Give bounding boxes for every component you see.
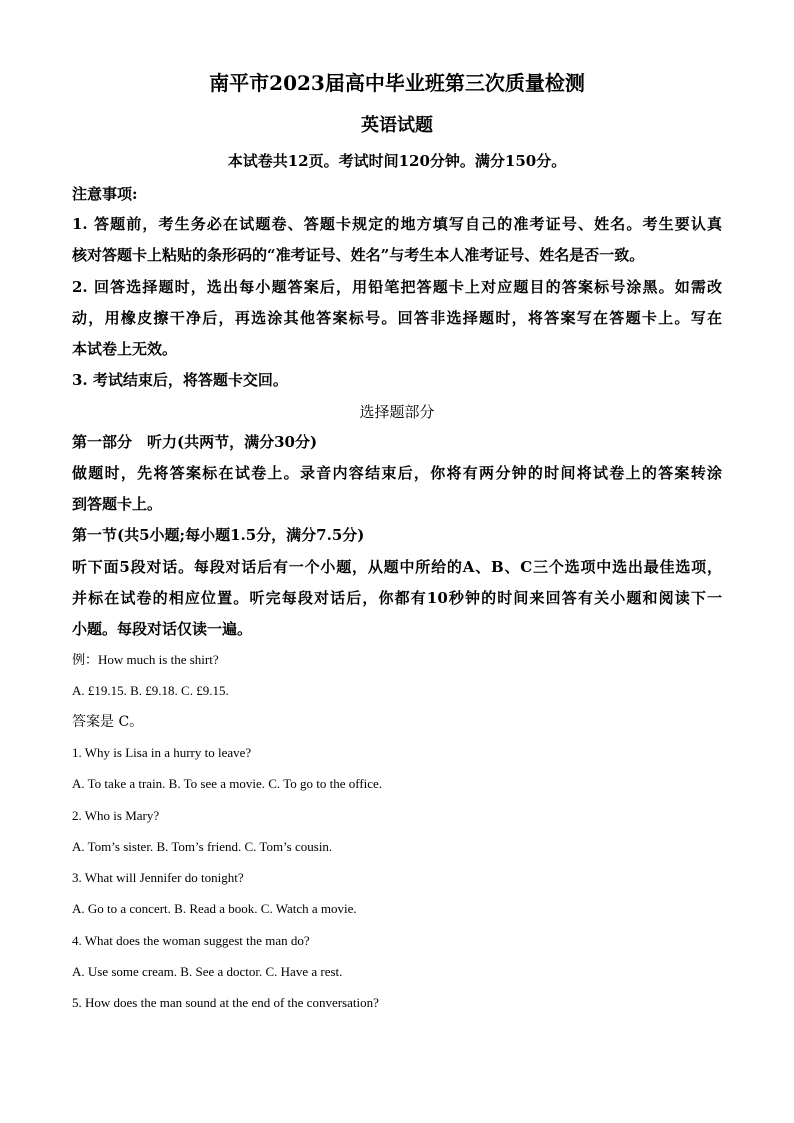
question-1-options: A. To take a train. B. To see a movie. C. To go to the office. [72, 776, 383, 791]
question-2: 2. Who is Mary? [72, 808, 160, 823]
part-1-instructions-line-1: 做题时，先将答案标在试卷上。录音内容结束后，你将有两分钟的时间将试卷上的答案转涂 [72, 464, 722, 482]
subsection-1-heading: 第一节(共5小题;每小题1.5分，满分7.5分) [72, 526, 365, 544]
notice-item-2-line-3: 本试卷上无效。 [72, 340, 178, 358]
subsection-1-instructions-line-1: 听下面5段对话。每段对话后有一个小题，从题中所给的A、B、C三个选项中选出最佳选项， [72, 558, 722, 576]
notice-heading: 注意事项: [72, 185, 138, 203]
notice-item-1-line-2: 核对答题卡上粘贴的条形码的“准考证号、姓名”与考生本人准考证号、姓名是否一致。 [72, 246, 645, 264]
notice-item-2-line-1: 2. 回答选择题时，选出每小题答案后，用铅笔把答题卡上对应题目的答案标号涂黑。如需改 [72, 278, 722, 296]
subsection-1-instructions-line-2: 并标在试卷的相应位置。听完每段对话后，你都有10秒钟的时间来回答有关小题和阅读下一 [72, 589, 722, 607]
exam-subject: 英语试题 [361, 115, 433, 136]
notice-item-2-line-2: 动，用橡皮擦干净后，再选涂其他答案标号。回答非选择题时，将答案写在答题卡上。写在 [72, 309, 722, 327]
question-4-options: A. Use some cream. B. See a doctor. C. Have a rest. [72, 964, 343, 979]
exam-title: 南平市2023届高中毕业班第三次质量检测 [209, 71, 585, 95]
example-answer: 答案是 C。 [72, 714, 144, 730]
notice-item-1-line-1: 1. 答题前，考生务必在试题卷、答题卡规定的地方填写自己的准考证号、姓名。考生要认真 [72, 215, 722, 233]
exam-info: 本试卷共12页。考试时间120分钟。满分150分。 [227, 152, 567, 170]
example-question: 例：How much is the shirt? [72, 652, 219, 667]
part-1-heading: 第一部分 听力(共两节，满分30分) [72, 433, 318, 451]
question-3: 3. What will Jennifer do tonight? [72, 870, 244, 885]
subsection-1-instructions-line-3: 小题。每段对话仅读一遍。 [72, 620, 253, 638]
question-1: 1. Why is Lisa in a hurry to leave? [72, 745, 252, 760]
section-title: 选择题部分 [359, 403, 435, 421]
question-3-options: A. Go to a concert. B. Read a book. C. Watch a movie. [72, 901, 357, 916]
part-1-instructions-line-2: 到答题卡上。 [72, 495, 163, 513]
question-5: 5. How does the man sound at the end of the conversation? [72, 995, 379, 1010]
question-2-options: A. Tom’s sister. B. Tom’s friend. C. Tom’s cousin. [72, 839, 333, 854]
notice-item-3: 3. 考试结束后，将答题卡交回。 [72, 371, 288, 389]
example-options: A. £19.15. B. £9.18. C. £9.15. [72, 683, 229, 698]
question-4: 4. What does the woman suggest the man do? [72, 933, 310, 948]
